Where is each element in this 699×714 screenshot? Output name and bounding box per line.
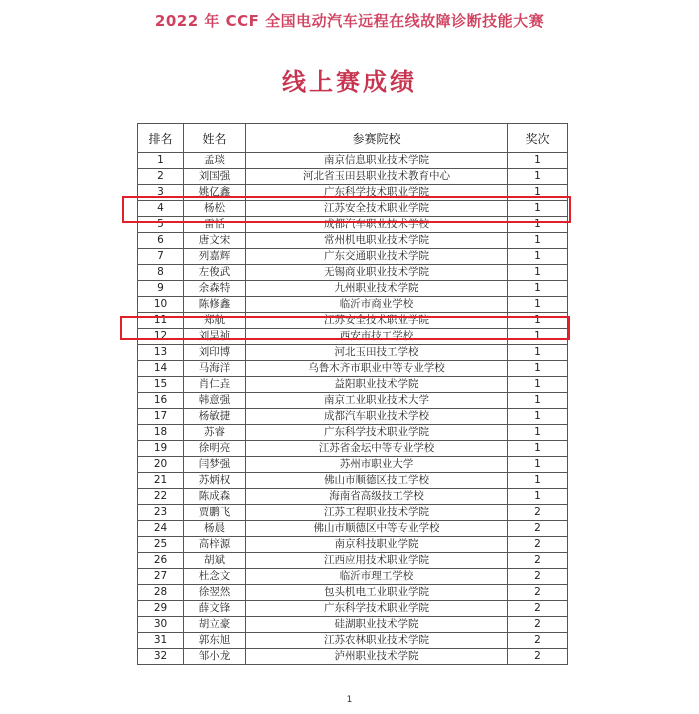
award-cell: 2 <box>508 537 568 553</box>
table-row <box>138 617 568 633</box>
rank-cell: 31 <box>138 633 184 649</box>
rank-cell: 8 <box>138 265 184 281</box>
school-cell: 海南省高级技工学校 <box>246 489 508 505</box>
results-table <box>137 123 568 665</box>
table-row <box>138 345 568 361</box>
rank-cell: 15 <box>138 377 184 393</box>
table-body <box>138 153 568 665</box>
school-cell: 广东科学技术职业学院 <box>246 185 508 201</box>
school-cell: 广东交通职业技术学院 <box>246 249 508 265</box>
award-cell: 1 <box>508 249 568 265</box>
name-cell: 雷恬 <box>184 217 246 233</box>
rank-cell: 4 <box>138 201 184 217</box>
column-header-name: 姓名 <box>184 124 246 153</box>
rank-cell: 2 <box>138 169 184 185</box>
table-row <box>138 553 568 569</box>
award-cell: 2 <box>508 649 568 665</box>
table-header <box>138 124 568 153</box>
name-cell: 薛文锋 <box>184 601 246 617</box>
table-row <box>138 377 568 393</box>
school-cell: 江苏工程职业技术学院 <box>246 505 508 521</box>
name-cell: 杨松 <box>184 201 246 217</box>
school-cell: 常州机电职业技术学院 <box>246 233 508 249</box>
school-cell: 佛山市顺德区中等专业学校 <box>246 521 508 537</box>
table-row <box>138 249 568 265</box>
table-row <box>138 185 568 201</box>
school-cell: 九州职业技术学院 <box>246 281 508 297</box>
name-cell: 邹小龙 <box>184 649 246 665</box>
name-cell: 徐翌然 <box>184 585 246 601</box>
rank-cell: 1 <box>138 153 184 169</box>
name-cell: 唐文宋 <box>184 233 246 249</box>
rank-cell: 10 <box>138 297 184 313</box>
name-cell: 韩意强 <box>184 393 246 409</box>
table-row <box>138 425 568 441</box>
table-row <box>138 457 568 473</box>
page-number: 1 <box>346 695 353 705</box>
column-header-award: 奖次 <box>508 124 568 153</box>
award-cell: 1 <box>508 441 568 457</box>
table-row <box>138 201 568 217</box>
name-cell: 陈成森 <box>184 489 246 505</box>
school-cell: 广东科学技术职业学院 <box>246 425 508 441</box>
award-cell: 1 <box>508 297 568 313</box>
header-row <box>138 124 568 153</box>
school-cell: 苏州市职业大学 <box>246 457 508 473</box>
name-cell: 高梓源 <box>184 537 246 553</box>
table-row <box>138 361 568 377</box>
award-cell: 1 <box>508 329 568 345</box>
school-cell: 河北玉田技工学校 <box>246 345 508 361</box>
rank-cell: 30 <box>138 617 184 633</box>
school-cell: 硅湖职业技术学院 <box>246 617 508 633</box>
rank-cell: 3 <box>138 185 184 201</box>
name-cell: 左俊武 <box>184 265 246 281</box>
name-cell: 杜念文 <box>184 569 246 585</box>
award-cell: 2 <box>508 617 568 633</box>
rank-cell: 27 <box>138 569 184 585</box>
table-row <box>138 281 568 297</box>
school-cell: 益阳职业技术学院 <box>246 377 508 393</box>
table-row <box>138 601 568 617</box>
school-cell: 江西应用技术职业学院 <box>246 553 508 569</box>
table-row <box>138 169 568 185</box>
name-cell: 闫梦强 <box>184 457 246 473</box>
name-cell: 姚亿鑫 <box>184 185 246 201</box>
table-row <box>138 153 568 169</box>
name-cell: 陈修鑫 <box>184 297 246 313</box>
award-cell: 1 <box>508 345 568 361</box>
table-row <box>138 265 568 281</box>
rank-cell: 26 <box>138 553 184 569</box>
table-row <box>138 297 568 313</box>
school-cell: 成都汽车职业技术学校 <box>246 217 508 233</box>
name-cell: 贾鹏飞 <box>184 505 246 521</box>
event-header: 2022 年 CCF 全国电动汽车远程在线故障诊断技能大赛 <box>154 12 545 30</box>
table-row <box>138 649 568 665</box>
rank-cell: 24 <box>138 521 184 537</box>
rank-cell: 12 <box>138 329 184 345</box>
table-row <box>138 393 568 409</box>
school-cell: 临沂市理工学校 <box>246 569 508 585</box>
table-row <box>138 233 568 249</box>
award-cell: 1 <box>508 393 568 409</box>
school-cell: 河北省玉田县职业技术教育中心 <box>246 169 508 185</box>
table-row <box>138 441 568 457</box>
award-cell: 1 <box>508 169 568 185</box>
table-row <box>138 409 568 425</box>
award-cell: 1 <box>508 153 568 169</box>
name-cell: 杨敏捷 <box>184 409 246 425</box>
school-cell: 无锡商业职业技术学院 <box>246 265 508 281</box>
table-row <box>138 505 568 521</box>
table-row <box>138 313 568 329</box>
award-cell: 1 <box>508 281 568 297</box>
rank-cell: 28 <box>138 585 184 601</box>
school-cell: 南京科技职业学院 <box>246 537 508 553</box>
award-cell: 2 <box>508 521 568 537</box>
school-cell: 泸州职业技术学院 <box>246 649 508 665</box>
rank-cell: 18 <box>138 425 184 441</box>
rank-cell: 25 <box>138 537 184 553</box>
column-header-rank: 排名 <box>138 124 184 153</box>
award-cell: 1 <box>508 265 568 281</box>
award-cell: 2 <box>508 553 568 569</box>
award-cell: 1 <box>508 201 568 217</box>
rank-cell: 11 <box>138 313 184 329</box>
award-cell: 2 <box>508 633 568 649</box>
name-cell: 徐明亮 <box>184 441 246 457</box>
school-cell: 江苏安全技术职业学院 <box>246 201 508 217</box>
rank-cell: 16 <box>138 393 184 409</box>
rank-cell: 13 <box>138 345 184 361</box>
school-cell: 南京工业职业技术大学 <box>246 393 508 409</box>
name-cell: 马海洋 <box>184 361 246 377</box>
school-cell: 西安市技工学校 <box>246 329 508 345</box>
school-cell: 包头机电工业职业学院 <box>246 585 508 601</box>
award-cell: 2 <box>508 585 568 601</box>
name-cell: 苏炳权 <box>184 473 246 489</box>
name-cell: 胡立豪 <box>184 617 246 633</box>
table-row <box>138 489 568 505</box>
rank-cell: 19 <box>138 441 184 457</box>
rank-cell: 22 <box>138 489 184 505</box>
school-cell: 江苏安全技术职业学院 <box>246 313 508 329</box>
rank-cell: 32 <box>138 649 184 665</box>
name-cell: 郭东旭 <box>184 633 246 649</box>
table-row <box>138 633 568 649</box>
award-cell: 1 <box>508 425 568 441</box>
table-row <box>138 569 568 585</box>
award-cell: 2 <box>508 505 568 521</box>
name-cell: 胡斌 <box>184 553 246 569</box>
award-cell: 2 <box>508 569 568 585</box>
award-cell: 2 <box>508 601 568 617</box>
award-cell: 1 <box>508 409 568 425</box>
name-cell: 刘印博 <box>184 345 246 361</box>
rank-cell: 20 <box>138 457 184 473</box>
table-row <box>138 217 568 233</box>
name-cell: 刘昊祯 <box>184 329 246 345</box>
rank-cell: 14 <box>138 361 184 377</box>
page-title: 线上赛成绩 <box>282 68 417 96</box>
school-cell: 南京信息职业技术学院 <box>246 153 508 169</box>
school-cell: 广东科学技术职业学院 <box>246 601 508 617</box>
school-cell: 乌鲁木齐市职业中等专业学校 <box>246 361 508 377</box>
name-cell: 刘国强 <box>184 169 246 185</box>
rank-cell: 6 <box>138 233 184 249</box>
school-cell: 江苏农林职业技术学院 <box>246 633 508 649</box>
table-row <box>138 329 568 345</box>
rank-cell: 29 <box>138 601 184 617</box>
school-cell: 临沂市商业学校 <box>246 297 508 313</box>
name-cell: 肖仁垚 <box>184 377 246 393</box>
school-cell: 江苏省金坛中等专业学校 <box>246 441 508 457</box>
name-cell: 列嘉辉 <box>184 249 246 265</box>
award-cell: 1 <box>508 489 568 505</box>
award-cell: 1 <box>508 217 568 233</box>
award-cell: 1 <box>508 361 568 377</box>
column-header-school: 参赛院校 <box>246 124 508 153</box>
name-cell: 孟琰 <box>184 153 246 169</box>
name-cell: 杨晨 <box>184 521 246 537</box>
award-cell: 1 <box>508 313 568 329</box>
table-row <box>138 537 568 553</box>
name-cell: 苏睿 <box>184 425 246 441</box>
rank-cell: 21 <box>138 473 184 489</box>
name-cell: 余森特 <box>184 281 246 297</box>
award-cell: 1 <box>508 233 568 249</box>
school-cell: 成都汽车职业技术学校 <box>246 409 508 425</box>
rank-cell: 17 <box>138 409 184 425</box>
award-cell: 1 <box>508 185 568 201</box>
rank-cell: 9 <box>138 281 184 297</box>
table-row <box>138 521 568 537</box>
table-row <box>138 585 568 601</box>
table-row <box>138 473 568 489</box>
award-cell: 1 <box>508 473 568 489</box>
award-cell: 1 <box>508 457 568 473</box>
award-cell: 1 <box>508 377 568 393</box>
rank-cell: 23 <box>138 505 184 521</box>
rank-cell: 7 <box>138 249 184 265</box>
school-cell: 佛山市顺德区技工学校 <box>246 473 508 489</box>
name-cell: 郑航 <box>184 313 246 329</box>
rank-cell: 5 <box>138 217 184 233</box>
